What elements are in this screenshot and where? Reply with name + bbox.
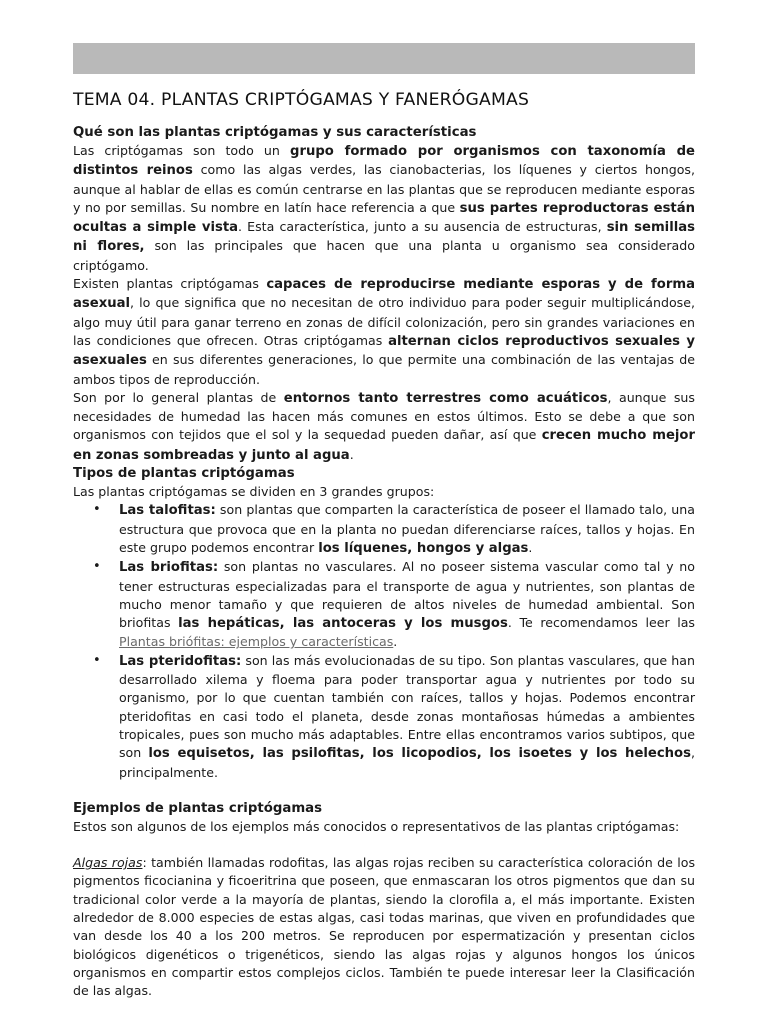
paragraph-algas-rojas: Algas rojas: también llamadas rodofitas, las algas rojas reciben su característica coloración de los pigmentos ficocianina y ficoeritrina que poseen, que enmascaran los otros pigmentos que dan su tradicional color verde a la mayoría de plantas, siendo la clorofila a, el más importante. Existen alrededor de 8.000 especies de estas algas, casi todas marinas, que viven en profundidades que van desde los 40 a los 200 metros. Se reproducen por espermatización y presentan ciclos biológicos digenéticos o trigenéticos, siendo las algas rojas y algunos hongos los únicos organismos en compartir estos complejos ciclos. También te puede interesar leer la Clasificación de las algas. (73, 855, 695, 999)
section-heading-que-son: Qué son las plantas criptógamas y sus características (73, 125, 477, 140)
link-plantas-briofitas[interactable]: Plantas briófitas: ejemplos y características (119, 634, 394, 650)
bullet-icon: • (93, 652, 101, 668)
document-title: TEMA 04. PLANTAS CRIPTÓGAMAS Y FANERÓGAMAS (73, 90, 530, 110)
paragraph-ejemplos-intro: Estos son algunos de los ejemplos más conocidos o representativos de las plantas criptógamas: (73, 818, 680, 834)
paragraph-tipos-intro: Las plantas criptógamas se dividen en 3 grandes grupos: (73, 484, 435, 500)
bullet-icon: • (93, 559, 101, 575)
paragraph-reproduction: Existen plantas criptógamas capaces de reproducirse mediante esporas y de forma asexual, lo que significa que no necesitan de otro individuo para poder seguir multiplicándose, algo muy útil para ganar terreno en zonas de difícil colonización, pero sin grandes variaciones en las condiciones que ofrecen. Otras criptógamas alternan ciclos reproductivos sexuales y asexuales en sus diferentes generaciones, lo que permite una combinación de las ventajas de ambos tipos de reproducción. (73, 276, 695, 387)
bullet-icon: • (93, 502, 101, 518)
types-list (93, 501, 695, 781)
document-page (73, 43, 695, 1000)
paragraph-definition: Las criptógamas son todo un grupo formado por organismos con taxonomía de distintos reinos como las algas verdes, las cianobacterias, los líquenes y ciertos hongos, aunque al hablar de ellas es común centrarse en las plantas que se reproducen mediante esporas y no por semillas. Su nombre en latín hace referencia a que sus partes reproductoras están ocultas a simple vista. Esta característica, junto a su ausencia de estructuras, sin semillas ni flores, son las principales que hacen que una planta u organismo sea considerado criptógamo. (73, 143, 696, 273)
spacer (73, 836, 695, 854)
section-heading-tipos: Tipos de plantas criptógamas (73, 466, 295, 482)
algas-rojas-label: Algas rojas (73, 855, 143, 871)
list-item-talofitas: • Las talofitas: son plantas que comparten la característica de poseer el llamado talo, una estructura que provoca que en la planta no puedan diferenciarse raíces, tallos y hojas. En este grupo podemos encontrar los líquenes, hongos y algas. (93, 502, 695, 556)
list-item-briofitas: • Las briofitas: son plantas no vasculares. Al no poseer sistema vascular como tal y no tener estructuras especializadas para el transporte de agua y nutrientes, son plantas de mucho menor tamaño y que requieren de altos niveles de humedad ambiental. Son briofitas las hepáticas, las antoceras y los musgos. Te recomendamos leer las Plantas briófitas: ejemplos y características. (93, 559, 695, 650)
list-item-pteridofitas: • Las pteridofitas: son las más evolucionadas de su tipo. Son plantas vasculares, que han desarrollado xilema y floema para poder transportar agua y nutrientes por todo su organismo, por lo que cuentan también con raíces, tallos y hojas. Podemos encontrar pteridofitas en casi todo el planeta, desde zonas montañosas húmedas a ambientes tropicales, pues son mucho más adaptables. Entre ellas encontramos varios subtipos, que son los equisetos, las psilofitas, los licopodios, los isoetes y los helechos, principalmente. (93, 652, 695, 780)
paragraph-habitat: Son por lo general plantas de entornos tanto terrestres como acuáticos, aunque sus necesidades de humedad las hacen más comunes en estos últimos. Esto se debe a que son organismos con tejidos que el sol y la sequedad pueden dañar, así que crecen mucho mejor en zonas sombreadas y junto al agua. (73, 389, 695, 463)
header-bar (73, 43, 695, 74)
section-heading-ejemplos: Ejemplos de plantas criptógamas (73, 800, 323, 816)
